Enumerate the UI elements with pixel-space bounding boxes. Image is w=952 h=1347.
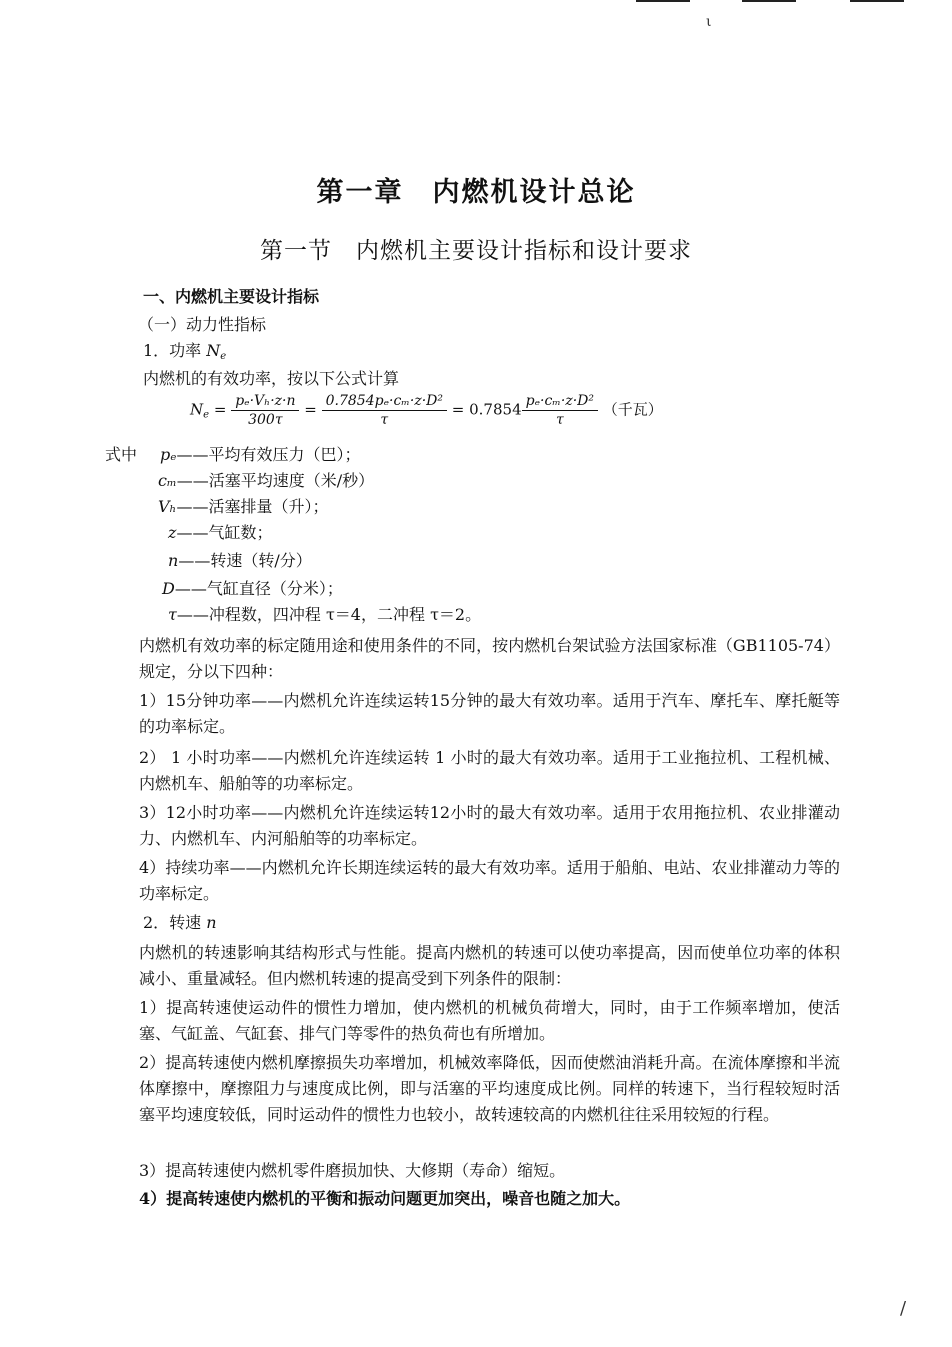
top-rule-2	[742, 0, 796, 2]
definition-cm: cₘ——活塞平均速度（米/秒）	[158, 471, 375, 490]
chapter-title: 第一章 内燃机设计总论	[316, 177, 636, 208]
rating-paragraph: 内燃机有效功率的标定随用途和使用条件的不同，按内燃机台架试验方法国家标准（GB1105-74）规定，分以下四种：	[139, 636, 840, 681]
definition-tau: τ——冲程数，四冲程 τ＝4，二冲程 τ＝2。	[168, 605, 482, 624]
margin-mark-top: ι	[706, 14, 712, 30]
speed-item-4: 4）提高转速使内燃机的平衡和振动问题更加突出，噪音也随之加大。	[139, 1189, 631, 1208]
formula-intro: 内燃机的有效功率，按以下公式计算	[143, 369, 400, 388]
speed-item-3: 3）提高转速使内燃机零件磨损加快、大修期（寿命）缩短。	[139, 1161, 566, 1180]
formula-unit: （千瓦）	[602, 400, 663, 419]
top-rule-3	[850, 0, 904, 2]
rating-item-4: 4）持续功率——内燃机允许长期连续运转的最大有效功率。适用于船舶、电站、农业排灌动力等的功率标定。	[139, 858, 840, 903]
rating-item-3: 3）12小时功率——内燃机允许连续运转12小时的最大有效功率。适用于农用拖拉机、农业排灌动力、内燃机车、内河船舶等的功率标定。	[139, 803, 840, 848]
rating-item-2: 2） 1 小时功率——内燃机允许连续运转 1 小时的最大有效功率。适用于工业拖拉机、工程机械、内燃机车、船舶等的功率标定。	[139, 748, 840, 793]
section-title: 第一节 内燃机主要设计指标和设计要求	[260, 238, 692, 264]
power-formula: $N_e$ = $\frac{\text{pₑ·Vₕ·z·n}}{300\tau}$ = $\frac{\text{0.7854pₑ·cₘ·z·D²}}{\tau}$ = 0.7854 $\frac{\text{pₑ·cₘ·z·D²}}{\tau}$ （千瓦）	[190, 393, 663, 428]
speed-paragraph: 内燃机的转速影响其结构形式与性能。提高内燃机的转速可以使功率提高，因而使单位功率的体积减小、重量减轻。但内燃机转速的提高受到下列条件的限制：	[139, 943, 840, 988]
heading-design-indices: 一、内燃机主要设计指标	[143, 287, 320, 306]
definition-d: D——气缸直径（分米）；	[162, 579, 343, 598]
definition-pe: pₑ——平均有效压力（巴）；	[160, 445, 361, 464]
item-speed-title: 2．转速 n	[143, 913, 217, 932]
definition-vh: Vₕ——活塞排量（升）；	[158, 497, 329, 516]
speed-item-2: 2）提高转速使内燃机摩擦损失功率增加，机械效率降低，因而使燃油消耗升高。在流体摩擦和半流体摩擦中，摩擦阻力与速度成比例，即与活塞的平均速度成比例。同样的转速下，当行程较短时活塞平均速度较低，同时运动件的惯性力也较小，故转速较高的内燃机往往采用较短的行程。	[139, 1053, 840, 1124]
formula-fraction-3: $\frac{\text{pₑ·cₘ·z·D²}}{\tau}$	[522, 392, 598, 429]
definitions-lead: 式中	[105, 445, 138, 464]
speed-item-1: 1）提高转速使运动件的惯性力增加，使内燃机的机械负荷增大，同时，由于工作频率增加，使活塞、气缸盖、气缸套、排气门等零件的热负荷也有所增加。	[139, 998, 840, 1043]
formula-fraction-1: $\frac{\text{pₑ·Vₕ·z·n}}{300\tau}$	[231, 392, 299, 429]
definition-n: n——转速（转/分）	[168, 551, 312, 570]
formula-fraction-2: $\frac{\text{0.7854pₑ·cₘ·z·D²}}{\tau}$	[322, 392, 447, 429]
subheading-power-indices: （一）动力性指标	[138, 315, 267, 334]
top-rule-1	[636, 0, 690, 2]
definition-z: z——气缸数；	[168, 523, 273, 542]
margin-mark-bottom: /	[900, 1298, 907, 1319]
rating-item-1: 1）15分钟功率——内燃机允许连续运转15分钟的最大有效功率。适用于汽车、摩托车、摩托艇等的功率标定。	[139, 691, 840, 736]
item-power-title: 1．功率 $N_e$	[143, 341, 227, 362]
